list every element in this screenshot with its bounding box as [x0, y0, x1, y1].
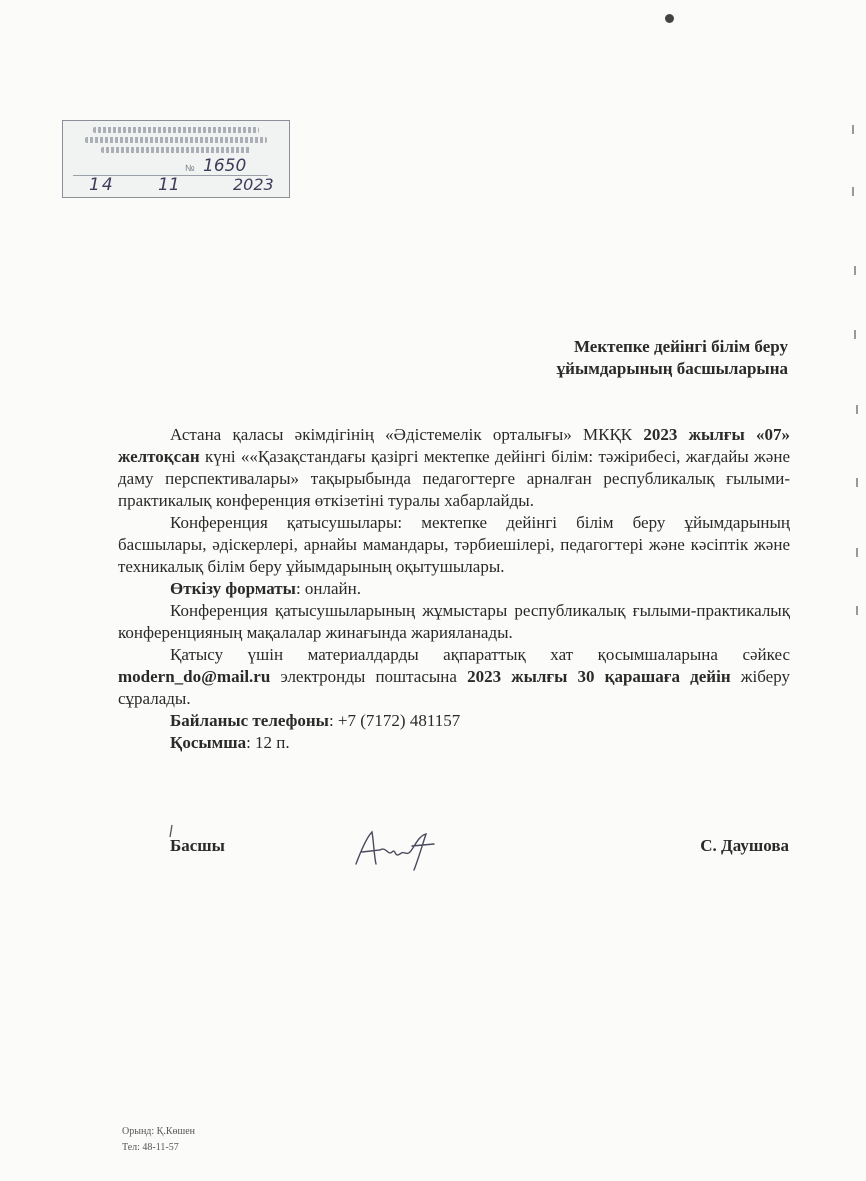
stamp-year: 2023 — [233, 175, 274, 194]
pen-mark — [168, 824, 174, 838]
stamp-text-line — [93, 127, 259, 133]
paragraph-text: электронды поштасына — [270, 667, 468, 686]
phone-value: : +7 (7172) 481157 — [328, 711, 461, 730]
addressee — [440, 336, 788, 380]
binder-mark — [852, 125, 854, 134]
scan-speck — [665, 14, 674, 23]
paragraph-text: Қатысу үшін материалдарды ақпараттық хат қосымшаларына сәйкес — [170, 645, 790, 664]
stamp-reg-number: 1650 — [203, 156, 247, 176]
paragraph-participants: Конференция қатысушылары: мектепке дейінгі білім беру ұйымдарының басшылары, әдіскерлері, арнайы мамандары, тәрбиешілері, педагогтері және кәсіптік және техникалық білім беру ұйымдарының оқытушылары. — [118, 513, 790, 576]
attachment-label: Қосымша — [170, 733, 247, 752]
handwritten-signature — [352, 826, 444, 872]
binder-mark — [856, 548, 858, 557]
paragraph-text: күні ««Қазақстандағы қазіргі мектепке дейінгі білім: тәжірибесі, жағдайы және даму перспективалары» тақырыбында педагогтерге арналған республикалық ғылыми-практикалық конференция өткізетіні туралы хабарлайды. — [118, 447, 790, 510]
binder-mark — [856, 606, 858, 615]
attachment-line — [118, 732, 790, 754]
performer-info — [122, 1124, 195, 1156]
signatory-title: Басшы — [170, 836, 225, 855]
stamp-text-line — [101, 147, 251, 153]
performer-name: Орынд: Қ.Көшен — [122, 1126, 195, 1137]
stamp-reg-label: № — [185, 163, 195, 173]
binder-mark — [854, 266, 856, 275]
binder-mark — [854, 330, 856, 339]
binder-mark — [856, 478, 858, 487]
paragraph-submission — [118, 644, 790, 710]
phone-label: Байланыс телефоны — [170, 711, 329, 730]
binder-mark — [856, 405, 858, 414]
paragraph-announcement — [118, 424, 790, 512]
format-line — [118, 578, 790, 600]
signatory-name: С. Даушова — [700, 836, 789, 855]
paragraph-publication: Конференция қатысушыларының жұмыстары республикалық ғылыми-практикалық конференцияның мақалалар жинағында жарияланады. — [118, 601, 790, 642]
email-address: modern_do@mail.ru — [118, 667, 271, 686]
performer-phone: Тел: 48-11-57 — [122, 1142, 179, 1153]
registration-stamp — [62, 120, 290, 198]
event-date: 2023 жылғы «07» желтоқсан — [118, 425, 790, 466]
phone-line — [118, 710, 790, 732]
binder-mark — [852, 187, 854, 196]
stamp-month: 11 — [158, 175, 180, 195]
stamp-day: 14 — [89, 175, 115, 195]
paragraph-text: Астана қаласы әкімдігінің «Әдістемелік орталығы» МКҚК — [170, 425, 644, 444]
submission-deadline: 2023 жылғы 30 қарашаға дейін — [467, 667, 731, 686]
format-label: Өткізу форматы — [170, 579, 296, 598]
format-value: : онлайн. — [295, 579, 361, 598]
attachment-value: : 12 п. — [246, 733, 290, 752]
stamp-text-line — [85, 137, 267, 143]
letter-body — [118, 424, 790, 754]
addressee-line-2: ұйымдарының басшыларына — [556, 359, 788, 378]
addressee-line-1: Мектепке дейінгі білім беру — [573, 337, 788, 356]
paragraph-text: жіберу сұралады. — [118, 667, 790, 708]
